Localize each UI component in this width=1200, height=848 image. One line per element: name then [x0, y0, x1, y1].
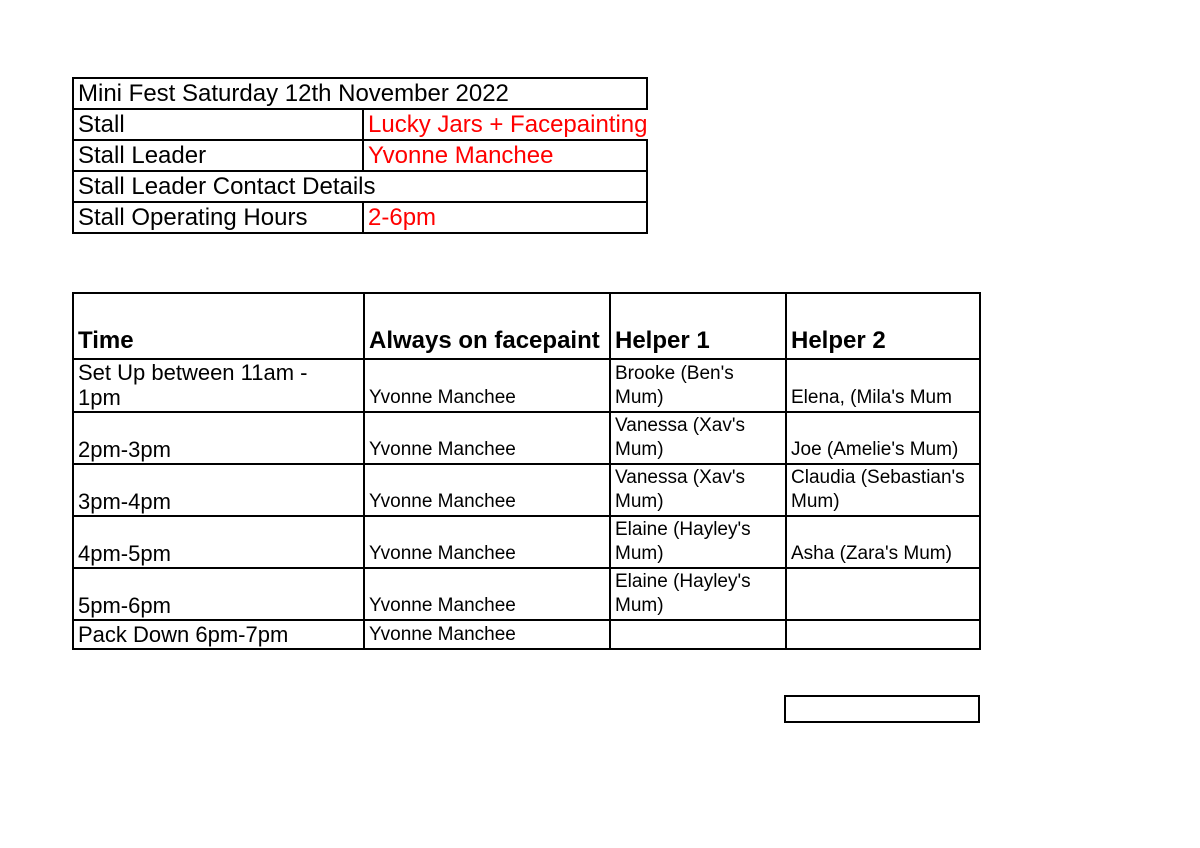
helper1-cell: Elaine (Hayley's Mum): [610, 516, 786, 568]
header-helper-1: Helper 1: [610, 293, 786, 359]
info-leader-row: [73, 140, 647, 171]
time-cell: Pack Down 6pm-7pm: [73, 620, 364, 649]
info-hours-row: [73, 202, 647, 233]
stall-info-table: [72, 77, 648, 234]
leader-label: Stall Leader: [73, 140, 363, 171]
stall-label: Stall: [73, 109, 363, 140]
facepaint-cell: Yvonne Manchee: [364, 412, 610, 464]
schedule-row: [73, 516, 980, 568]
time-cell: 4pm-5pm: [73, 516, 364, 568]
hours-label: Stall Operating Hours: [73, 202, 363, 233]
schedule-table: [72, 292, 981, 650]
helper2-cell: Joe (Amelie's Mum): [786, 412, 980, 464]
empty-cell-box: [784, 695, 980, 723]
facepaint-cell: Yvonne Manchee: [364, 359, 610, 412]
stall-value: Lucky Jars + Facepainting: [363, 109, 647, 140]
schedule-row: [73, 359, 980, 412]
schedule-row: [73, 568, 980, 620]
helper2-cell: [786, 568, 980, 620]
time-cell: Set Up between 11am - 1pm: [73, 359, 364, 412]
header-helper-2: Helper 2: [786, 293, 980, 359]
facepaint-cell: Yvonne Manchee: [364, 568, 610, 620]
header-always-on-facepaint: Always on facepaint: [364, 293, 610, 359]
helper1-cell: Vanessa (Xav's Mum): [610, 412, 786, 464]
time-cell: 5pm-6pm: [73, 568, 364, 620]
helper2-cell: Asha (Zara's Mum): [786, 516, 980, 568]
info-contact-row: [73, 171, 647, 202]
facepaint-cell: Yvonne Manchee: [364, 620, 610, 649]
facepaint-cell: Yvonne Manchee: [364, 464, 610, 516]
leader-value: Yvonne Manchee: [363, 140, 647, 171]
helper1-cell: [610, 620, 786, 649]
helper1-cell: Vanessa (Xav's Mum): [610, 464, 786, 516]
event-title: Mini Fest Saturday 12th November 2022: [73, 78, 647, 109]
schedule-row: [73, 620, 980, 649]
time-cell: 3pm-4pm: [73, 464, 364, 516]
header-time: Time: [73, 293, 364, 359]
facepaint-cell: Yvonne Manchee: [364, 516, 610, 568]
hours-value: 2-6pm: [363, 202, 647, 233]
schedule-row: [73, 412, 980, 464]
helper2-cell: [786, 620, 980, 649]
helper2-cell: Elena, (Mila's Mum: [786, 359, 980, 412]
time-cell: 2pm-3pm: [73, 412, 364, 464]
contact-label: Stall Leader Contact Details: [73, 171, 647, 202]
info-title-row: [73, 78, 647, 109]
schedule-header-row: [73, 293, 980, 359]
helper1-cell: Brooke (Ben's Mum): [610, 359, 786, 412]
schedule-row: [73, 464, 980, 516]
helper1-cell: Elaine (Hayley's Mum): [610, 568, 786, 620]
info-stall-row: [73, 109, 647, 140]
helper2-cell: Claudia (Sebastian's Mum): [786, 464, 980, 516]
